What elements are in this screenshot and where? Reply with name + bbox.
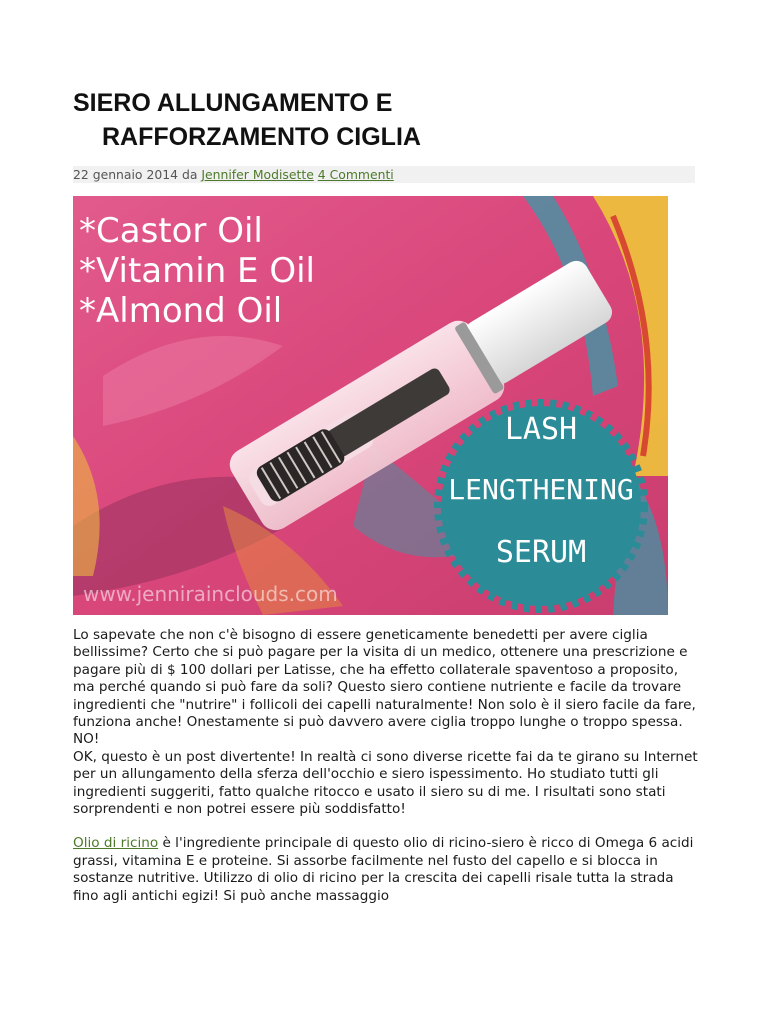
paragraph-gap	[73, 818, 698, 835]
badge-line-1: LASH	[504, 412, 578, 447]
article-title	[73, 86, 673, 154]
title-line-2: RAFFORZAMENTO CIGLIA	[102, 123, 421, 151]
castor-oil-link[interactable]: Olio di ricino	[73, 835, 159, 852]
ingredient-vitamin-e: *Vitamin E Oil	[79, 251, 315, 291]
post-meta	[73, 166, 695, 183]
post-date: 22 gennaio 2014	[73, 167, 178, 182]
badge-line-2: LENGTHENING	[448, 473, 634, 506]
badge-line-3: SERUM	[495, 535, 587, 570]
article-body	[73, 627, 698, 905]
paragraph-intro: Lo sapevate che non c'è bisogno di essere geneticamente benedetti per avere ciglia bellissime? Certo che si può pagare per la visita di un medico, ottenere una prescrizione e pagare più di $ 100 dollari per Latisse, che ha effetto collaterale spaventoso a proposito, ma perché quando si può fare da soli? Questo siero contiene nutriente e facile da trovare ingredienti che "nutrire" i follicoli dei capelli naturalmente! Non solo è il siero facile da fare, funziona anche! Onestamente si può davvero avere ciglia troppo lunghe o troppo spessa. NO!	[73, 627, 696, 748]
ingredient-castor: *Castor Oil	[79, 211, 263, 251]
image-watermark: www.jennirainclouds.com	[83, 582, 338, 606]
comments-link[interactable]: 4 Commenti	[317, 167, 394, 182]
post-by: da	[181, 167, 198, 182]
castor-oil-text: è l'ingrediente principale di questo olio di ricino-siero è ricco di Omega 6 acidi grassi, vitamina E e proteine. Si assorbe facilmente nel fusto del capello e si blocca in sostanze nutritive. Utilizzo di olio di ricino per la crescita dei capelli risale tutta la strada fino agli antichi egizi! Si può anche massaggio	[73, 835, 694, 904]
author-link[interactable]: Jennifer Modisette	[201, 167, 314, 182]
ingredient-almond: *Almond Oil	[79, 291, 283, 331]
lash-serum-photo	[73, 196, 668, 615]
paragraph-castor-oil	[73, 835, 698, 905]
hero-image	[73, 196, 668, 615]
title-line-1: SIERO ALLUNGAMENTO E	[73, 89, 393, 117]
paragraph-post: OK, questo è un post divertente! In realtà ci sono diverse ricette fai da te girano su Internet per un allungamento della sferza dell'occhio e siero ispessimento. Ho studiato tutti gli ingredienti suggeriti, fatto qualche ritocco e usato il siero su di me. I risultati sono stati sorprendenti e non potrei essere più soddisfatto!	[73, 748, 698, 818]
